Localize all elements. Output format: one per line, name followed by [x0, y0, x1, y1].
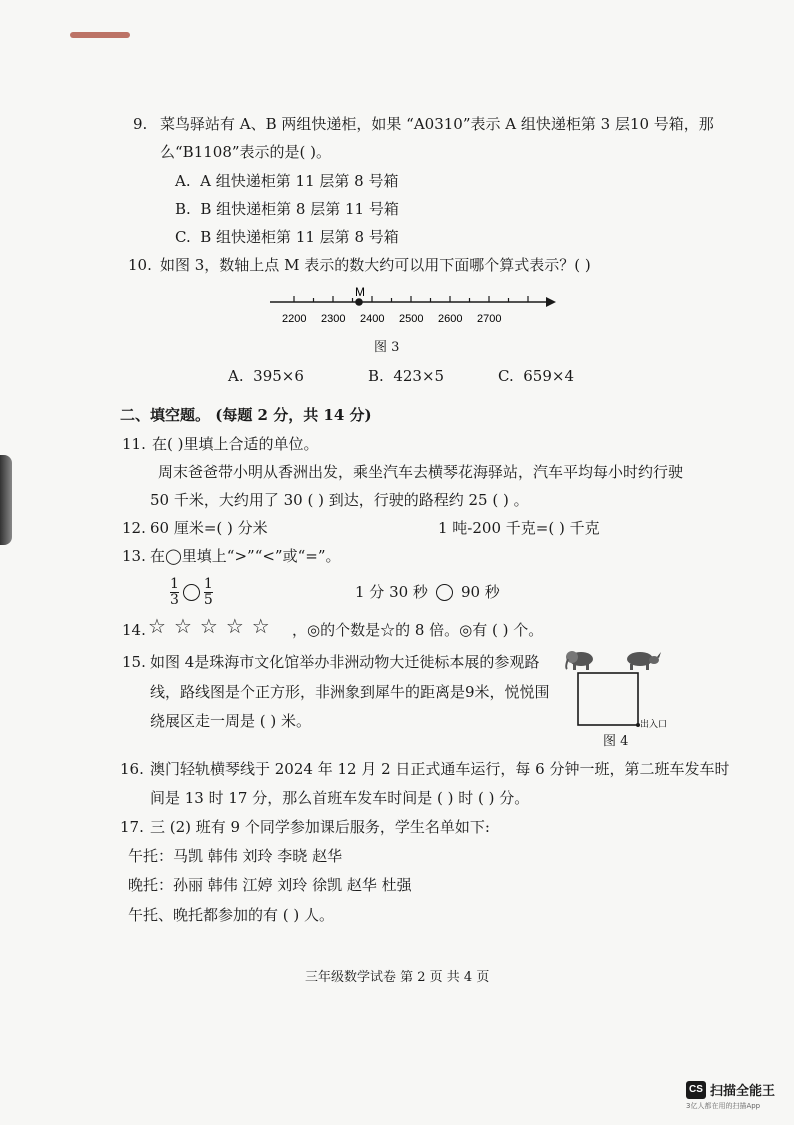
tick-label-2400: 2400	[360, 313, 385, 325]
figure3-caption: 图 3	[374, 340, 400, 355]
q16-line1: 澳门轻轨横琴线于 2024 年 12 月 2 日正式通车运行，每 6 分钟一班，第二班车发车时	[150, 760, 730, 778]
q11-line3: 50 千米，大约用了 30 ( ) 到达，行驶的路程约 25 ( ) 。	[150, 491, 529, 509]
q17-line4: 午托、晚托都参加的有 ( ) 人。	[128, 906, 335, 924]
star-icon: ☆	[225, 614, 244, 638]
section2-title: 二、填空题。 (每题 2 分，共 14 分)	[120, 406, 372, 424]
q15-number: 15.	[122, 653, 146, 671]
q13-left-compare	[170, 574, 213, 610]
tick-label-2300: 2300	[321, 313, 346, 325]
q17-line3: 晚托：孙丽 韩伟 江婷 刘玲 徐凯 赵华 杜强	[128, 876, 412, 894]
q13-number: 13.	[122, 547, 146, 565]
q9-option-a: A. A 组快递柜第 11 层第 8 号箱	[175, 172, 399, 190]
q9-text-line1: 菜鸟驿站有 A、B 两组快递柜，如果 “A0310”表示 A 组快递柜第 3 层10 号箱，那	[160, 115, 714, 133]
q16-line2: 间是 13 时 17 分，那么首班车发车时间是 ( ) 时 ( ) 分。	[150, 789, 530, 807]
q12-left: 60 厘米=( ) 分米	[150, 519, 268, 537]
q17-line1: 三 (2) 班有 9 个同学参加课后服务，学生名单如下:	[150, 818, 490, 836]
scanner-watermark	[686, 1080, 786, 1111]
tick-label-2200: 2200	[282, 313, 307, 325]
scan-edge-clip	[0, 455, 12, 545]
star-icon: ☆	[173, 614, 192, 638]
fraction-one-fifth: $\frac{1}{5}$	[203, 575, 213, 608]
q11-text: 在( )里填上合适的单位。	[152, 435, 319, 453]
q10-number: 10.	[128, 256, 152, 274]
q15-line1: 如图 4是珠海市文化馆举办非洲动物大迁徙标本展的参观路	[150, 653, 540, 671]
q11-line2: 周末爸爸带小明从香洲出发，乘坐汽车去横琴花海驿站，汽车平均每小时约行驶	[158, 463, 684, 481]
fraction-one-third: $\frac{1}{3}$	[170, 575, 179, 608]
q10-option-a: A. 395×6	[228, 367, 304, 385]
tick-label-2700: 2700	[477, 313, 502, 325]
compare-circle-1[interactable]	[183, 584, 200, 601]
q17-number: 17.	[120, 818, 144, 836]
q9-text-line2: 么“B1108”表示的是( )。	[160, 143, 332, 161]
compare-circle-2[interactable]	[436, 584, 453, 601]
route-square	[578, 673, 638, 725]
q16-number: 16.	[120, 760, 144, 778]
page-footer: 三年级数学试卷 第 2 页 共 4 页	[305, 970, 490, 985]
q10-option-b: B. 423×5	[368, 367, 445, 385]
q15-line3: 绕展区走一周是 ( ) 米。	[150, 712, 312, 730]
point-m	[355, 298, 363, 306]
q12-number: 12.	[122, 519, 146, 537]
q10-text: 如图 3，数轴上点 M 表示的数大约可以用下面哪个算式表示？( )	[160, 256, 591, 274]
rhino-icon	[627, 652, 661, 670]
q14-number: 14.	[122, 621, 146, 639]
elephant-icon	[566, 651, 593, 670]
q13-right-compare: 1 分 30 秒 90 秒	[355, 583, 500, 601]
q9-option-c: C. B 组快递柜第 11 层第 8 号箱	[175, 228, 399, 246]
figure4-caption: 图 4	[603, 734, 629, 749]
q13-text: 在◯里填上“>”“<”或“=”。	[150, 547, 341, 565]
q15-line2: 线，路线图是个正方形，非洲象到犀牛的距离是9米，悦悦围	[150, 683, 550, 701]
number-line-figure	[260, 284, 560, 329]
q9-option-b: B. B 组快递柜第 8 层第 11 号箱	[175, 200, 399, 218]
tick-label-2500: 2500	[399, 313, 424, 325]
watermark-sub: 3亿人都在用的扫描App	[686, 1102, 761, 1110]
star-icon: ☆	[199, 614, 218, 638]
cs-logo-icon: CS	[686, 1081, 706, 1099]
scan-smudge-top	[70, 32, 130, 38]
q12-right: 1 吨-200 千克=( ) 千克	[438, 519, 600, 537]
route-square-figure	[560, 645, 680, 730]
point-m-label: M	[355, 285, 365, 299]
q11-number: 11.	[122, 435, 146, 453]
number-line-arrow	[546, 297, 556, 307]
exit-label: 出入口	[640, 720, 668, 730]
star-icon: ☆	[148, 614, 166, 638]
tick-label-2600: 2600	[438, 313, 463, 325]
q10-option-c: C. 659×4	[498, 367, 575, 385]
q14-stars	[148, 614, 270, 638]
q17-line2: 午托：马凯 韩伟 刘玲 李晓 赵华	[128, 847, 343, 865]
star-icon: ☆	[251, 614, 270, 638]
q9-number: 9.	[133, 115, 148, 133]
watermark-brand: 扫描全能王	[710, 1084, 776, 1099]
q14-text: ，◎的个数是☆的 8 倍。◎有 ( ) 个。	[292, 621, 544, 639]
